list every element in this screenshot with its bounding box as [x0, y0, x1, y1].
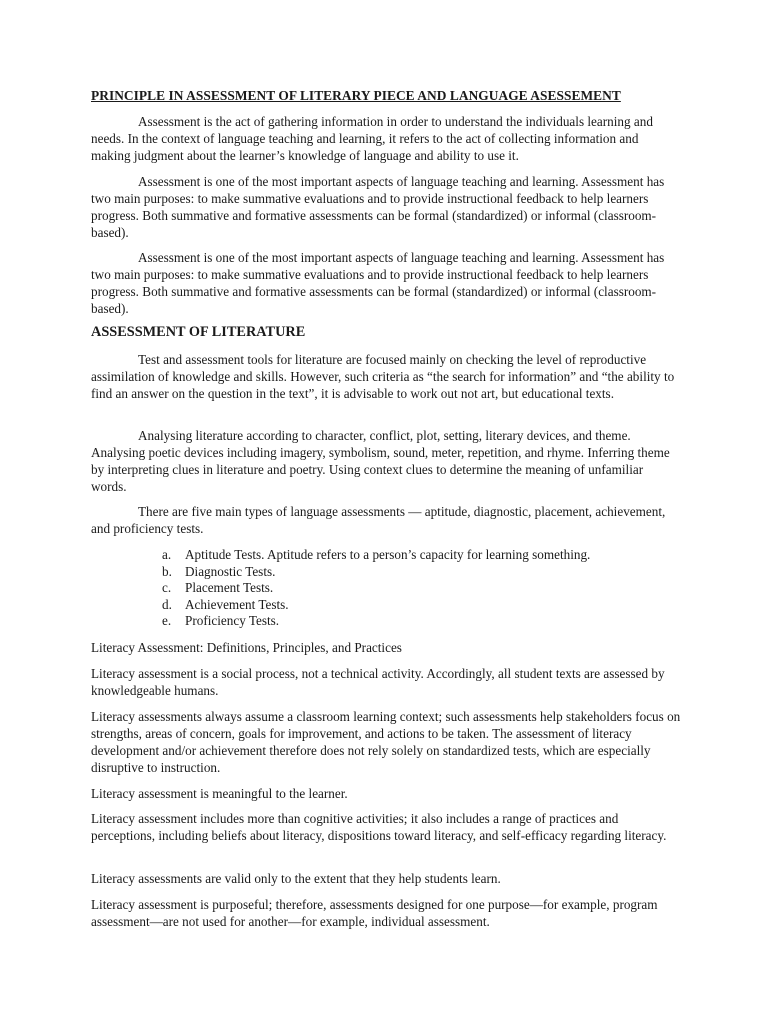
- intro-paragraph: Assessment is one of the most important aspects of language teaching and learning. Assessment has two main purposes: to make summative evaluations and to provide instructional feedback to help learners progress. Both summative and formative assessments can be formal (standardized) or informal (classroom-based).: [91, 250, 665, 316]
- list-item-text: Placement Tests.: [185, 580, 274, 596]
- list-marker: a.: [162, 547, 172, 562]
- list-item-text: Proficiency Tests.: [185, 613, 280, 629]
- section-paragraph: Test and assessment tools for literature are focused mainly on checking the level of reproductive assimilation of knowledge and skills. However, such criteria as “the search for information” and “the ability to find an answer on the question in the text”, it is advisable to work out not art, but educational texts.: [91, 352, 675, 401]
- section-paragraph: There are five main types of language assessments — aptitude, diagnostic, placement, achievement, and proficiency tests.: [91, 504, 666, 536]
- intro-paragraph: Assessment is the act of gathering information in order to understand the individuals learning and needs. In the context of language teaching and learning, it refers to the act of collecting information and making judgment about the learner’s knowledge of language and ability to use it.: [91, 114, 653, 163]
- list-item-text: Aptitude Tests. Aptitude refers to a person’s capacity for learning something.: [185, 547, 591, 562]
- list-item: [91, 546, 681, 563]
- section-heading: ASSESSMENT OF LITERATURE: [91, 324, 306, 340]
- list-item: [91, 579, 681, 596]
- list-marker: d.: [162, 596, 172, 612]
- literacy-paragraph: Literacy assessment is purposeful; therefore, assessments designed for one purpose—for example, program assessment—are not used for another—for example, individual assessment.: [91, 897, 658, 929]
- literacy-paragraph: Literacy assessments are valid only to the extent that they help students learn.: [91, 871, 501, 886]
- literacy-heading: Literacy Assessment: Definitions, Principles, and Practices: [91, 640, 402, 655]
- document-title: PRINCIPLE IN ASSESSMENT OF LITERARY PIECE AND LANGUAGE ASESSEMENT: [91, 88, 621, 103]
- literacy-paragraph: Literacy assessments always assume a classroom learning context; such assessments help stakeholders focus on strengths, areas of concern, goals for improvement, and actions to be taken. The assessment of literacy development and/or achievement therefore does not rely solely on standardized tests, which are especially disruptive to instruction.: [91, 709, 681, 775]
- list-marker: b.: [162, 563, 172, 579]
- literacy-paragraph: Literacy assessment is a social process, not a technical activity. Accordingly, all student texts are assessed by knowledgeable humans.: [91, 666, 665, 698]
- list-item: [91, 596, 681, 613]
- intro-paragraph: Assessment is one of the most important aspects of language teaching and learning. Assessment has two main purposes: to make summative evaluations and to provide instructional feedback to help learners progress. Both summative and formative assessments can be formal (standardized) or informal (classroom-based).: [91, 174, 665, 240]
- list-item: [91, 612, 681, 629]
- literacy-paragraph: Literacy assessment is meaningful to the learner.: [91, 786, 348, 801]
- literacy-paragraph: Literacy assessment includes more than cognitive activities; it also includes a range of practices and perceptions, including beliefs about literacy, dispositions toward literacy, and self-efficacy regarding literacy.: [91, 811, 667, 843]
- section-paragraph: Analysing literature according to character, conflict, plot, setting, literary devices, and theme. Analysing poetic devices including imagery, symbolism, sound, meter, repetition, and rhyme. Inferring theme by interpreting clues in literature and poetry. Using context clues to determine the meaning of unfamiliar words.: [91, 428, 670, 494]
- list-item-text: Achievement Tests.: [185, 596, 289, 612]
- list-marker: e.: [162, 613, 172, 629]
- list-item: [91, 563, 681, 580]
- list-item-text: Diagnostic Tests.: [185, 563, 276, 579]
- test-types-list: [91, 546, 681, 629]
- list-marker: c.: [162, 580, 172, 596]
